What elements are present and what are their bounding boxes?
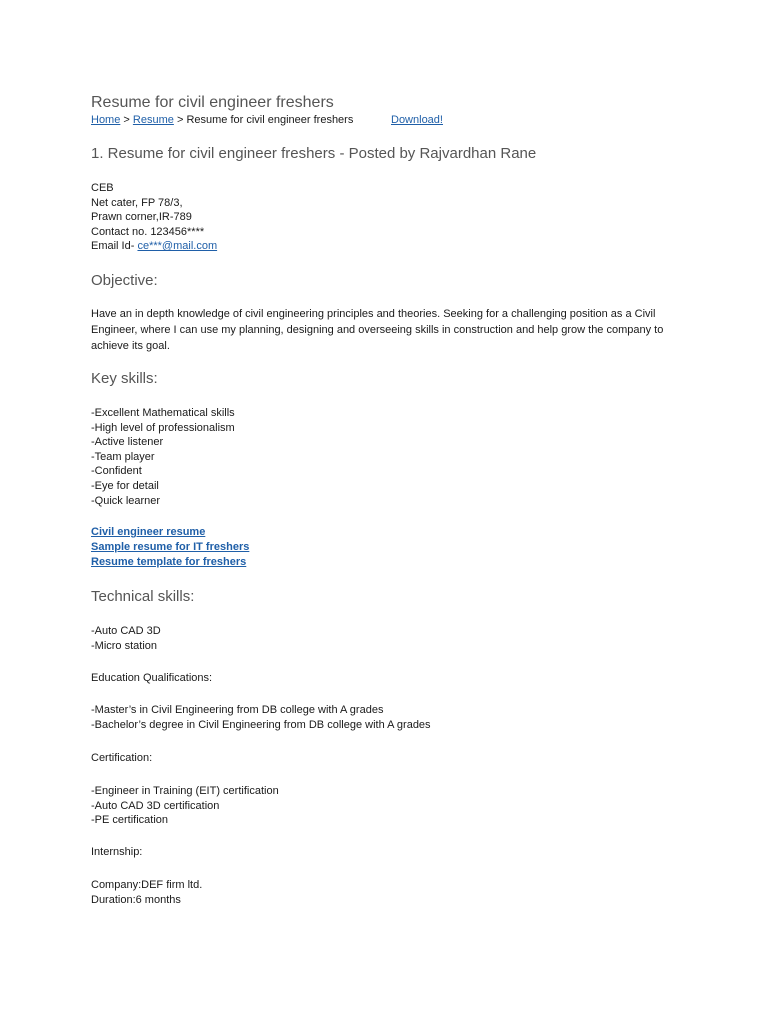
education-heading: Education Qualifications:: [91, 672, 213, 684]
internship-heading: Internship:: [91, 846, 143, 858]
contact-address-line1: Net cater, FP 78/3,: [91, 196, 183, 209]
education-list: [91, 703, 431, 732]
contact-email-row: [91, 239, 217, 254]
list-item: -Auto CAD 3D certification: [91, 799, 220, 812]
email-link[interactable]: ce***@mail.com: [137, 240, 218, 253]
internship-company: Company:DEF firm ltd.: [91, 879, 203, 891]
contact-block: [91, 181, 217, 254]
objective-heading: Objective:: [91, 272, 158, 289]
related-link-resume-template[interactable]: Resume template for freshers: [91, 556, 247, 568]
breadcrumb-current: Resume for civil engineer freshers: [186, 114, 354, 126]
internship-details: [91, 878, 202, 907]
page-title: Resume for civil engineer freshers: [91, 94, 334, 111]
related-link-civil-engineer-resume[interactable]: Civil engineer resume: [91, 526, 206, 538]
download-link[interactable]: Download!: [391, 114, 443, 126]
certification-heading: Certification:: [91, 752, 153, 764]
contact-address-line2: Prawn corner,IR-789: [91, 211, 192, 224]
list-item: -Active listener: [91, 436, 164, 449]
breadcrumb-home-link[interactable]: Home: [91, 114, 121, 126]
list-item: -Confident: [91, 465, 142, 478]
breadcrumb-separator: >: [176, 114, 184, 126]
internship-duration: Duration:6 months: [91, 893, 181, 906]
technical-skills-heading: Technical skills:: [91, 588, 195, 605]
list-item: -High level of professionalism: [91, 421, 235, 434]
list-item: -PE certification: [91, 814, 169, 827]
key-skills-list: [91, 406, 235, 508]
technical-skills-list: [91, 624, 161, 653]
breadcrumb: [91, 113, 353, 128]
objective-text: Have an in depth knowledge of civil engineering principles and theories. Seeking for a challenging position as a Civil Engineer, where I can use my planning, designing and overseeing skills in construction and help grow the company to achieve its goal.: [91, 308, 664, 353]
related-links: [91, 525, 249, 570]
list-item: -Team player: [91, 450, 155, 463]
breadcrumb-separator: >: [123, 114, 130, 126]
list-item: -Auto CAD 3D: [91, 625, 161, 637]
list-item: -Eye for detail: [91, 479, 159, 492]
breadcrumb-resume-link[interactable]: Resume: [132, 114, 174, 126]
list-item: -Engineer in Training (EIT) certification: [91, 785, 279, 797]
contact-phone: Contact no. 123456****: [91, 225, 205, 238]
email-label: Email Id-: [91, 240, 135, 253]
list-item: -Excellent Mathematical skills: [91, 407, 235, 419]
key-skills-heading: Key skills:: [91, 370, 158, 387]
list-item: -Master’s in Civil Engineering from DB college with A grades: [91, 704, 384, 716]
list-item: -Micro station: [91, 639, 158, 652]
list-item: -Quick learner: [91, 494, 161, 507]
related-link-it-freshers[interactable]: Sample resume for IT freshers: [91, 541, 250, 553]
post-heading: 1. Resume for civil engineer freshers - Posted by Rajvardhan Rane: [91, 145, 537, 162]
contact-name: CEB: [91, 182, 114, 194]
certification-list: [91, 784, 279, 828]
list-item: -Bachelor’s degree in Civil Engineering from DB college with A grades: [91, 718, 431, 731]
